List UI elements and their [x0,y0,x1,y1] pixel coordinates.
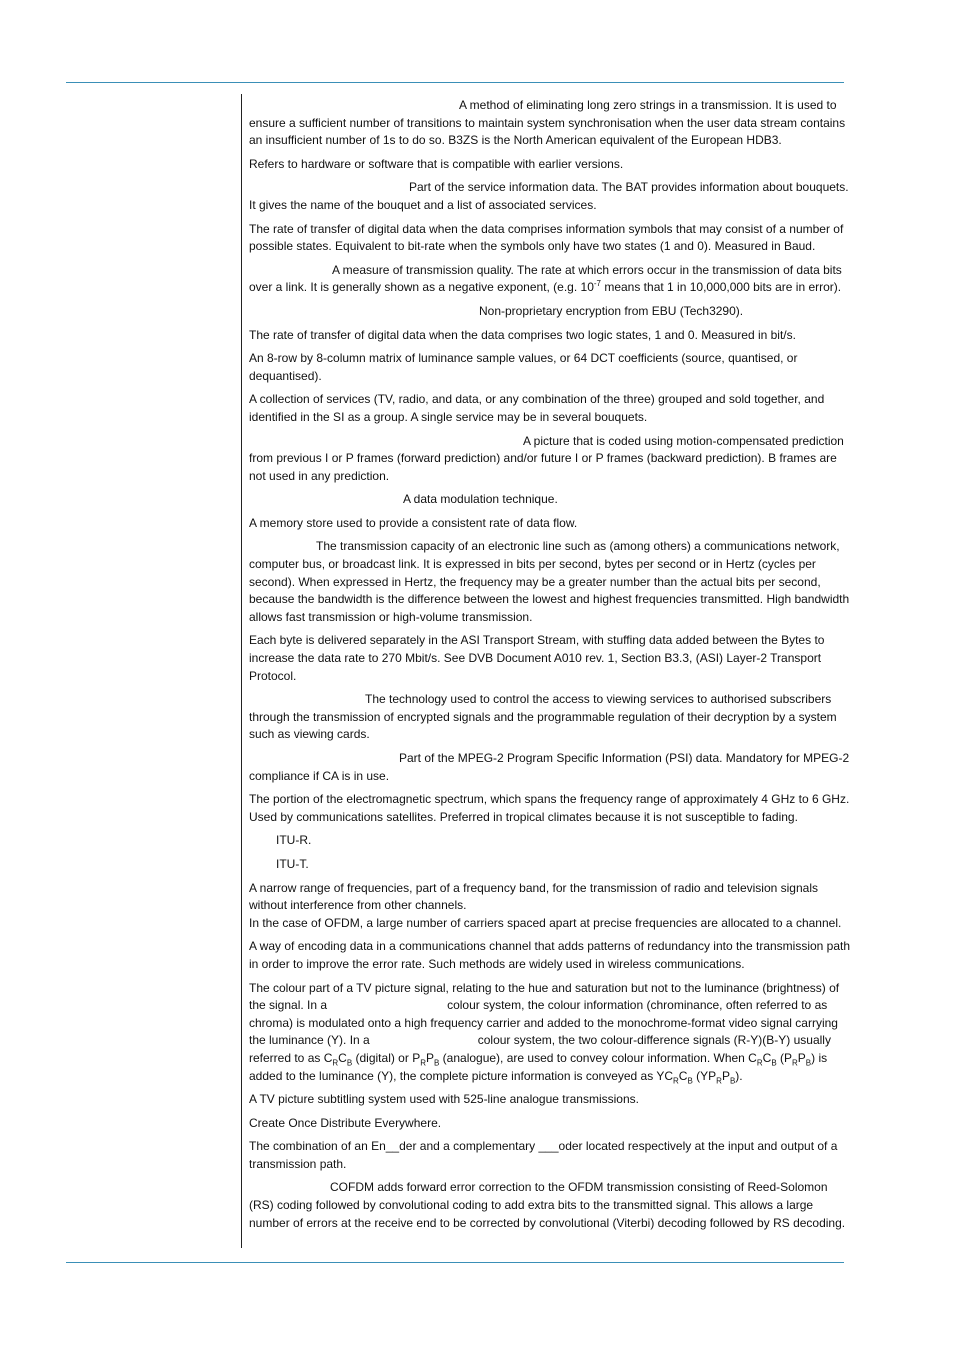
entry-ccitt: ITU-T. [276,856,309,871]
entry-buffer: A memory store used to provide a consistent rate of data flow. [249,515,578,530]
glossary-body [249,97,851,1238]
footer-rule [66,1262,844,1263]
entry-baud-rate: The rate of transfer of digital data when the data comprises information symbols that may consist of a number of possible states. Equivalent to bit-rate when the symbols only have two states (1 and 0). Measured in Baud. [249,221,844,254]
channel-line-2: In the case of OFDM, a large number of carriers spaced apart at precise frequencies are allocated to a channel. [249,915,842,930]
entry-ccir: ITU-R. [276,833,312,848]
chroma-a: The colour part of a TV picture signal, relating to the hue and saturation but not to the luminance (brightness) of the signal. In a [249,980,840,1013]
header-rule [66,82,844,83]
entry-backward-compatible: Refers to hardware or software that is compatible with earlier versions. [249,156,624,171]
entry-bat: Part of the service information data. The BAT provides information about bouquets. It gives the name of the bouquet and a list of associated services. [249,180,849,212]
chroma-b: colour system, the colour information (chrominance, often referred to as chroma) is modulated onto a high frequency carrier and added to the monochrome-format video signal carrying the luminance (Y). In a [249,998,838,1048]
entry-cofdm: COFDM adds forward error correction to the OFDM transmission consisting of Reed-Solomon (RS) coding followed by convolutional coding to add extra bits to the transmitted signal. This allows a large number of errors at the receive end to be corrected by convolutional (Viterbi) decoding followed by RS decoding. [249,1180,846,1230]
entry-channel [249,880,851,933]
ber-text-b: means that 1 in 10,000,000 bits are in error). [601,280,842,295]
entry-bandwidth: The transmission capacity of an electronic line such as (among others) a communications network, computer bus, or broadcast link. It is expressed in bits per second, bytes per second or in Hertz (cycles per second). When expressed in Hertz, the frequency may be a greater number than the actual bits per second, because the bandwidth is the difference between the lowest and highest frequencies transmitted. High bandwidth allows fast transmission or high-volume transmission. [249,539,850,624]
entry-closed-captions: A TV picture subtitling system used with 525-line analogue transmissions. [249,1092,639,1107]
entry-bpsk: A data modulation technique. [403,492,558,507]
entry-ber [249,262,851,297]
entry-bouquet: A collection of services (TV, radio, and data, or any combination of the three) grouped and sold together, and identified in the SI as a group. A single service may be in several bouquets. [249,392,825,424]
entry-codec: The combination of an En__der and a complementary ___oder located respectively at the input and output of a transmission path. [249,1139,838,1171]
entry-b-frame: A picture that is coded using motion-compensated prediction from previous I or P frames (forward prediction) and/or future I or P frames (backward prediction). B frames are not used in any prediction. [249,433,844,483]
margin-bar [241,94,242,1248]
entry-code: Create Once Distribute Everywhere. [249,1115,442,1130]
entry-conditional-access: The technology used to control the access to viewing services to authorised subscribers through the transmission of encrypted signals and the programmable regulation of their decryption by a system such as viewing cards. [249,692,837,742]
entry-bit-rate: The rate of transfer of digital data when the data comprises two logic states, 1 and 0. Measured in bit/s. [249,327,796,342]
entry-b3zs: A method of eliminating long zero strings in a transmission. It is used to ensure a sufficient number of transitions to maintain system synchronisation when the user data stream contains an insufficient number of 1s to do so. B3ZS is the North American equivalent of the European HDB3. [249,98,846,148]
channel-line-1: A narrow range of frequencies, part of a frequency band, for the transmission of radio and television signals without interference from other channels. [249,880,818,913]
ber-exponent: -7 [593,279,601,289]
chroma-c: colour system, the two colour-difference signals (R-Y)(B-Y) usually referred to as C [249,1033,831,1065]
entry-chrominance: The colour part of a TV picture signal, relating to the hue and saturation but not to the luminance (brightness) of the signal. In a colour system, the colour information (chrominance, often referred to as chroma) is modulated onto a high frequency carrier and added to the monochrome-format video signal carrying the luminance (Y). In a colour system, the two colour-difference signals (R-Y)(B-Y) usually referred to as $C_RC_B$ (digital) or $P_RP_B$ (analogue), are used to convey colour information. When $C_RC_B$ $(P_RP_B)$ is added to the luminance (Y), the complete picture information is conveyed as $YC_RC_B$ $(YP_RP_B)$. [249,980,840,1085]
entry-biss: Non-proprietary encryption from EBU (Tech3290). [479,303,744,318]
entry-byte-mode: Each byte is delivered separately in the ASI Transport Stream, with stuffing data added between the Bytes to increase the data rate to 270 Mbit/s. See DVB Document A010 rev. 1, Section B3.3, (ASI) Layer-2 Transport Protocol. [249,633,825,683]
entry-cat: Part of the MPEG-2 Program Specific Information (PSI) data. Mandatory for MPEG-2 compliance if CA is in use. [249,751,850,783]
entry-channel-coding: A way of encoding data in a communications channel that adds patterns of redundancy into the transmission path in order to improve the error rate. Such methods are widely used in wireless communications. [249,939,851,971]
ber-text-a: A measure of transmission quality. The rate at which errors occur in the transmission of data bits over a link. It is generally shown as a negative exponent, (e.g. 10 [249,262,842,295]
entry-c-band: The portion of the electromagnetic spectrum, which spans the frequency range of approximately 4 GHz to 6 GHz. Used by communications satellites. Preferred in tropical climates because it is not susceptible to fading. [249,792,850,824]
entry-block: An 8-row by 8-column matrix of luminance sample values, or 64 DCT coefficients (source, quantised, or dequantised). [249,351,798,383]
